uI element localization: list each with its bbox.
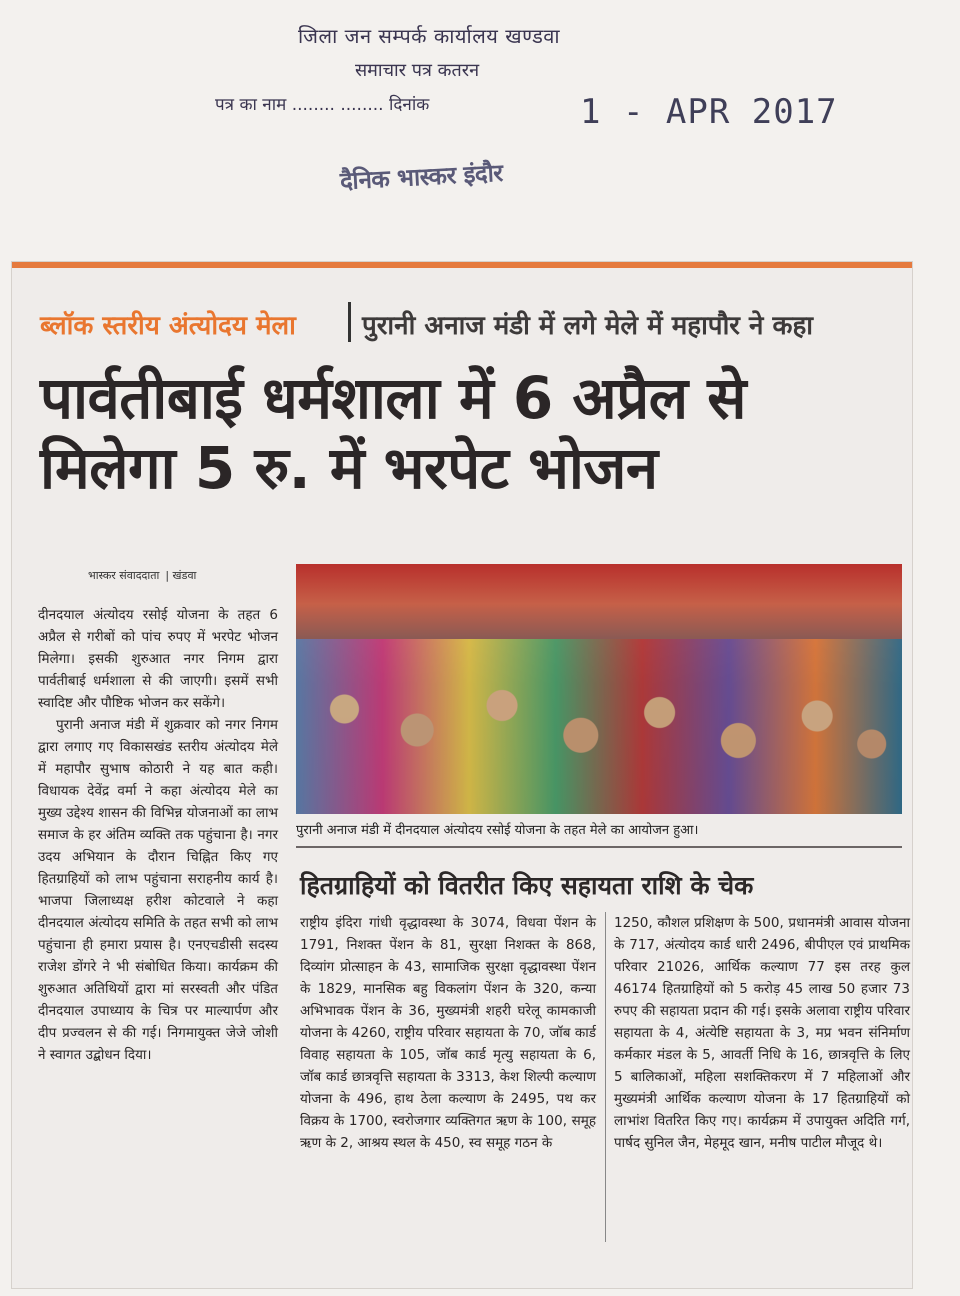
office-stamp xyxy=(0,0,960,240)
crowd-image xyxy=(296,639,902,814)
kicker-label: ब्लॉक स्तरीय अंत्योदय मेला xyxy=(40,311,296,341)
caption-rule xyxy=(296,846,902,848)
paragraph: पुरानी अनाज मंडी में शुक्रवार को नगर निगम द्वारा लगाए गए विकासखंड स्तरीय अंत्योदय मेले में महापौर सुभाष कोठारी ने यह बात कही। विधायक देवेंद्र वर्मा ने कहा अंत्योदय मेले का मुख्य उद्देश्य शासन की विभिन्न योजनाओं का लाभ समाज के हर अंतिम व्यक्ति तक पहुंचाना है। नगर उदय अभियान के दौरान चिह्नित किए गए हितग्राहियों को लाभ पहुंचाना सराहनीय कार्य है। भाजपा जिलाध्यक्ष हरीश कोटवाले ने कहा दीनदयाल अंत्योदय समिति के तहत सभी को लाभ पहुंचाना ही हमारा प्रयास है। एनएचडीसी सदस्य राजेश डोंगरे ने भी संबोधित किया। कार्यक्रम की शुरुआत अतिथियों द्वारा मां सरस्वती और पंडित दीनदयाल उपाध्याय के चित्र पर माल्यार्पण और दीप प्रज्वलन से की गई। निगमायुक्त जेजे जोशी ने स्वागत उद्बोधन दिया। xyxy=(38,717,278,1063)
kicker-divider xyxy=(348,302,351,342)
paragraph: दीनदयाल अंत्योदय रसोई योजना के तहत 6 अप्रैल से गरीबों को पांच रुपए में भरपेट भोजन मिलेगा। इसकी शुरुआत नगर निगम द्वारा पार्वतीबाई धर्मशाला से की जाएगी। इसमें सभी स्वादिष्ट और पौष्टिक भोजन कर सकेंगे। xyxy=(38,607,278,711)
stamp-clipping-label: समाचार पत्र कतरन xyxy=(355,60,480,81)
publication-stamp: दैनिक भास्कर इंदौर xyxy=(339,158,504,196)
article-column-middle: राष्ट्रीय इंदिरा गांधी वृद्धावस्था के 3074, विधवा पेंशन के 1791, निशक्त पेंशन के 81, सुरक्षा निशक्त के 868, दिव्यांग प्रोत्साहन के 43, सामाजिक सुरक्षा वृद्धावस्था पेंशन के 1829, मानसिक बहु विकलांग पेंशन के 320, कन्या अभिभावक पेंशन के 36, मुख्यमंत्री शहरी घरेलू कामकाजी योजना के 4260, राष्ट्रीय परिवार सहायता के 70, जॉब कार्ड विवाह सहायता के 105, जॉब कार्ड मृत्यु सहायता के 6, जॉब कार्ड छात्रवृत्ति सहायता के 3313, केश शिल्पी कल्याण योजना के 496, हाथ ठेला कल्याण के 2495, पथ कर विक्रय के 1700, स्वरोजगार व्यक्तिगत ऋण के 100, समूह ऋण के 2, आश्रय स्थल के 450, स्व समूह गठन के xyxy=(300,915,596,1151)
article-column-left xyxy=(38,604,278,1066)
kicker-subtitle: पुरानी अनाज मंडी में लगे मेले में महापौर ने कहा xyxy=(362,311,813,341)
stamp-office-name: जिला जन सम्पर्क कार्यालय खण्डवा xyxy=(298,24,561,48)
byline xyxy=(82,568,196,583)
subheading: हितग्राहियों को वितरीत किए सहायता राशि के चेक xyxy=(300,871,754,900)
stamp-fields: पत्र का नाम ........ ........ दिनांक xyxy=(215,95,430,115)
byline-author: भास्कर संवाददाता xyxy=(88,569,160,582)
column-divider xyxy=(605,912,606,1242)
byline-place: | खंडवा xyxy=(165,569,197,582)
stamp-date: 1 - APR 2017 xyxy=(580,92,838,132)
headline: पार्वतीबाई धर्मशाला में 6 अप्रैल से मिलेगा 5 रु. में भरपेट भोजन xyxy=(40,364,746,502)
photo-caption: पुरानी अनाज मंडी में दीनदयाल अंत्योदय रसोई योजना के तहत मेले का आयोजन हुआ। xyxy=(296,823,699,838)
article-column-right: 1250, कौशल प्रशिक्षण के 500, प्रधानमंत्री आवास योजना के 717, अंत्योदय कार्ड धारी 2496, बीपीएल एवं प्राथमिक परिवार 21026, आर्थिक कल्याण 77 इस तरह कुल 46174 हितग्राहियों को 5 करोड़ 45 लाख 50 हजार 73 रुपए की सहायता प्रदान की गई। इसके अलावा राष्ट्रीय परिवार सहायता के 4, अंत्येष्टि सहायता के 3, मप्र भवन संनिर्माण कर्मकार मंडल के 5, आवर्ती निधि के 16, छात्रवृत्ति के लिए 5 बालिकाओं, महिला सशक्तिकरण में 7 महिलाओं और मुख्यमंत्री आर्थिक कल्याण योजना के 17 हितग्राहियों को लाभांश वितरित किए गए। कार्यक्रम में उपायुक्त अदिति गर्ग, पार्षद सुनिल जैन, मेहमूद खान, मनीष पाटील मौजूद थे। xyxy=(614,915,910,1151)
event-photo xyxy=(296,564,902,814)
